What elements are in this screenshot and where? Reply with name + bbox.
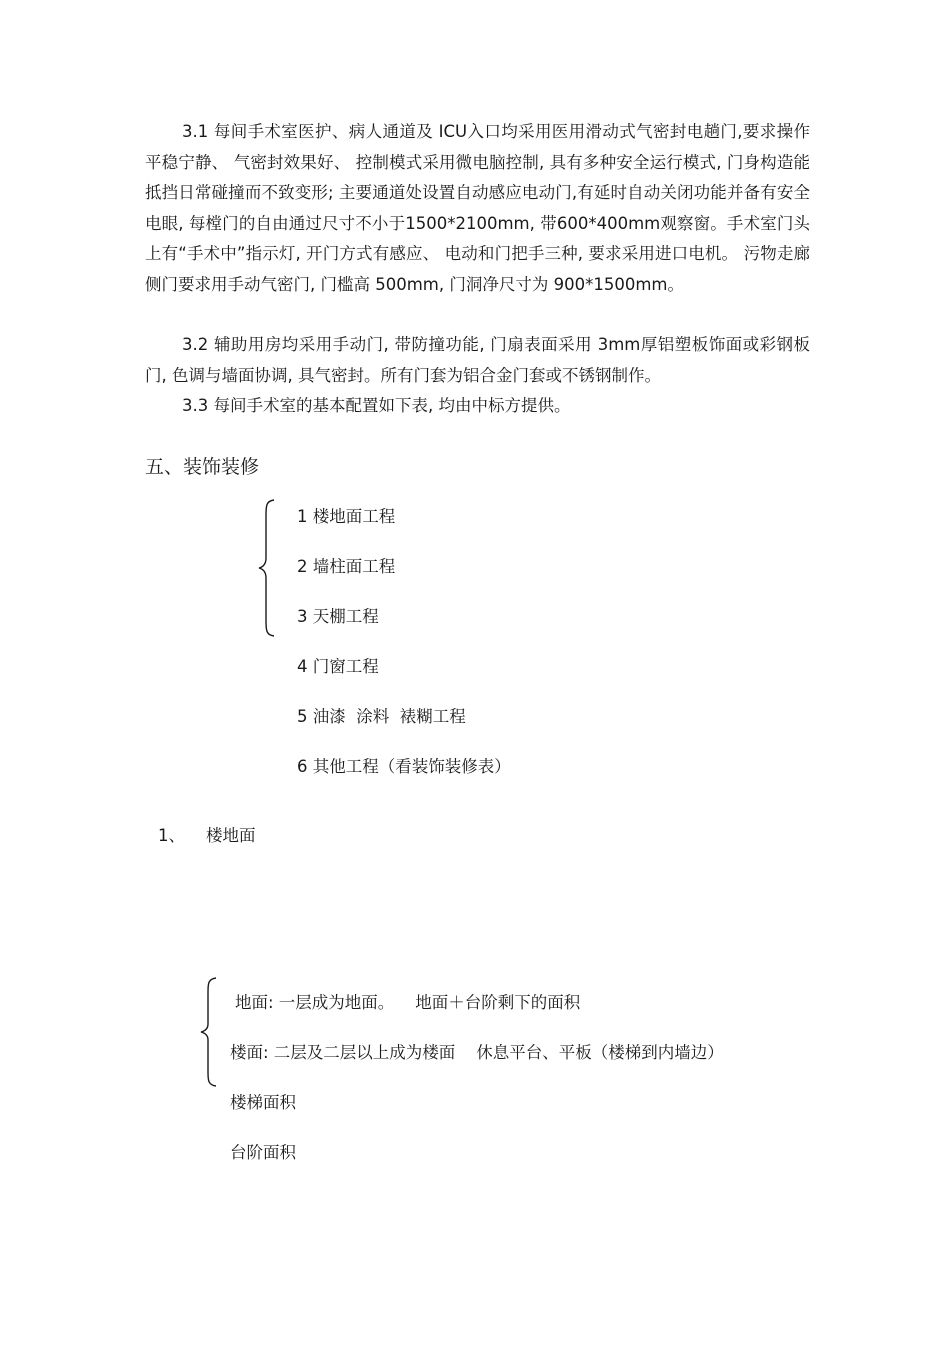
paragraph-3-3-text: 3.3 每间手术室的基本配置如下表, 均由中标方提供。 bbox=[182, 396, 571, 415]
list-item: 5 油漆 涂料 裱糊工程 bbox=[297, 707, 466, 726]
list-item: 1 楼地面工程 bbox=[297, 507, 396, 526]
list-item: 2 墙柱面工程 bbox=[297, 557, 396, 576]
paragraph-3-1 bbox=[145, 117, 810, 300]
paragraph-3-3 bbox=[145, 391, 810, 422]
subsection-item-list bbox=[230, 988, 724, 1188]
list-item: 台阶面积 bbox=[230, 1143, 296, 1162]
list-item: 楼面: 二层及二层以上成为楼面 休息平台、平板（楼梯到内墙边） bbox=[230, 1043, 724, 1062]
list-item: 地面: 一层成为地面。 地面＋台阶剩下的面积 bbox=[235, 993, 581, 1012]
left-brace-icon bbox=[256, 498, 278, 638]
paragraph-3-1-text: 3.1 每间手术室医护、病人通道及 ICU入口均采用医用滑动式气密封电趟门,要求操作平稳宁静、 气密封效果好、 控制模式采用微电脑控制, 具有多种安全运行模式, 门身构造能抵挡日常碰撞而不致变形; 主要通道处设置自动感应电动门,有延时自动关闭功能并备有安全电眼, 每樘门的自由通过尺寸不小于1500*2100mm, 带600*400mm观察窗。手术室门头上有“手术中”指示灯, 开门方式有感应、 电动和门把手三种, 要求采用进口电机。 污物走廊侧门要求用手动气密门, 门槛高 500mm, 门洞净尺寸为 900*1500mm。 bbox=[145, 122, 810, 294]
list-item: 4 门窗工程 bbox=[297, 657, 379, 676]
section-item-list bbox=[297, 503, 511, 803]
paragraph-3-2 bbox=[145, 330, 810, 391]
left-brace-icon bbox=[198, 976, 220, 1088]
list-item: 3 天棚工程 bbox=[297, 607, 379, 626]
list-item: 楼梯面积 bbox=[230, 1093, 296, 1112]
list-item: 6 其他工程（看装饰装修表） bbox=[297, 757, 511, 776]
subsection-heading: 1、 楼地面 bbox=[158, 826, 256, 845]
paragraph-3-2-text: 3.2 辅助用房均采用手动门, 带防撞功能, 门扇表面采用 3mm厚铝塑板饰面或彩钢板门, 色调与墙面协调, 具气密封。所有门套为铝合金门套或不锈钢制作。 bbox=[145, 335, 810, 385]
section-heading: 五、装饰装修 bbox=[145, 456, 260, 478]
